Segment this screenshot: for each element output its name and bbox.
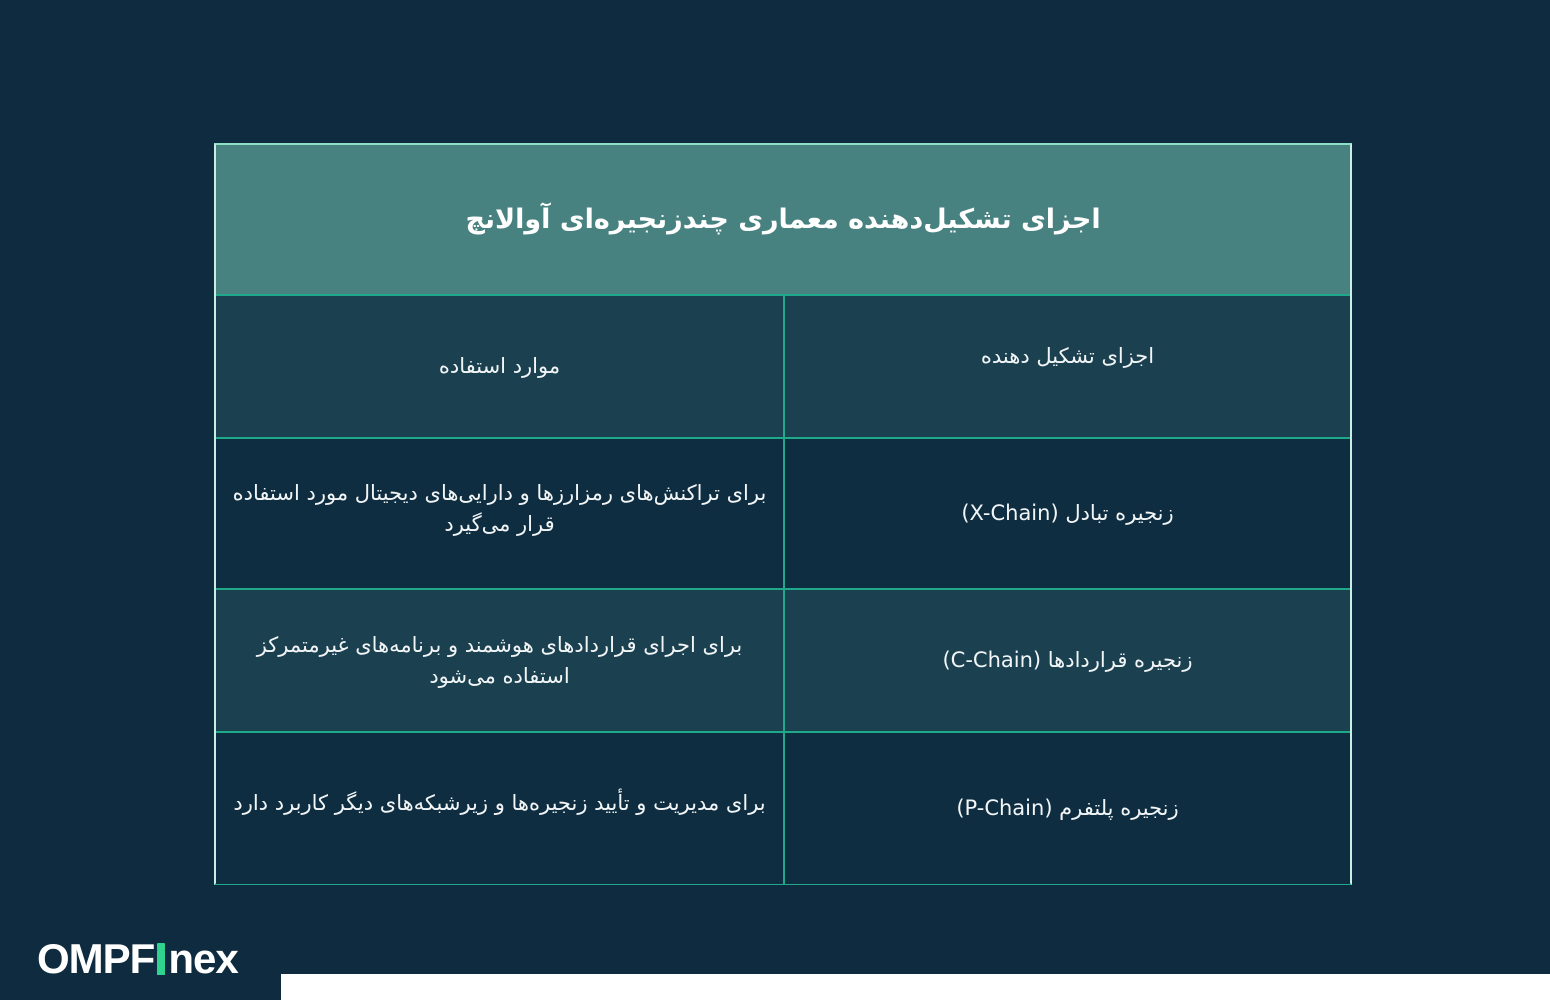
logo-text-before: OMPF bbox=[37, 935, 155, 982]
header-uses: موارد استفاده bbox=[438, 354, 561, 378]
table-row bbox=[216, 439, 1350, 590]
table-row bbox=[216, 733, 1350, 884]
use-cell: برای اجرای قراردادهای هوشمند و برنامه‌های غیرمتمرکز استفاده می‌شود bbox=[256, 632, 743, 688]
logo-i-icon bbox=[154, 934, 168, 984]
table-title: اجزای تشکیل‌دهنده معماری چندزنجیره‌ای آوالانچ bbox=[216, 145, 1350, 296]
component-cell: زنجیره تبادل (X-Chain) bbox=[783, 439, 1350, 588]
table-row bbox=[216, 590, 1350, 733]
component-cell: زنجیره قراردادها (C-Chain) bbox=[783, 590, 1350, 731]
header-components: اجزای تشکیل دهنده bbox=[783, 296, 1350, 437]
component-cell: زنجیره پلتفرم (P-Chain) bbox=[783, 733, 1350, 884]
logo-text-after: nex bbox=[168, 935, 238, 982]
components-table bbox=[214, 143, 1352, 885]
use-cell: برای تراکنش‌های رمزارزها و دارایی‌های دیجیتال مورد استفاده قرار می‌گیرد bbox=[232, 480, 767, 536]
table-header-row bbox=[216, 296, 1350, 439]
use-cell: برای مدیریت و تأیید زنجیره‌ها و زیرشبکه‌های دیگر کاربرد دارد bbox=[233, 791, 766, 815]
footer-bar bbox=[281, 974, 1550, 1000]
ompfinex-logo bbox=[37, 934, 238, 984]
